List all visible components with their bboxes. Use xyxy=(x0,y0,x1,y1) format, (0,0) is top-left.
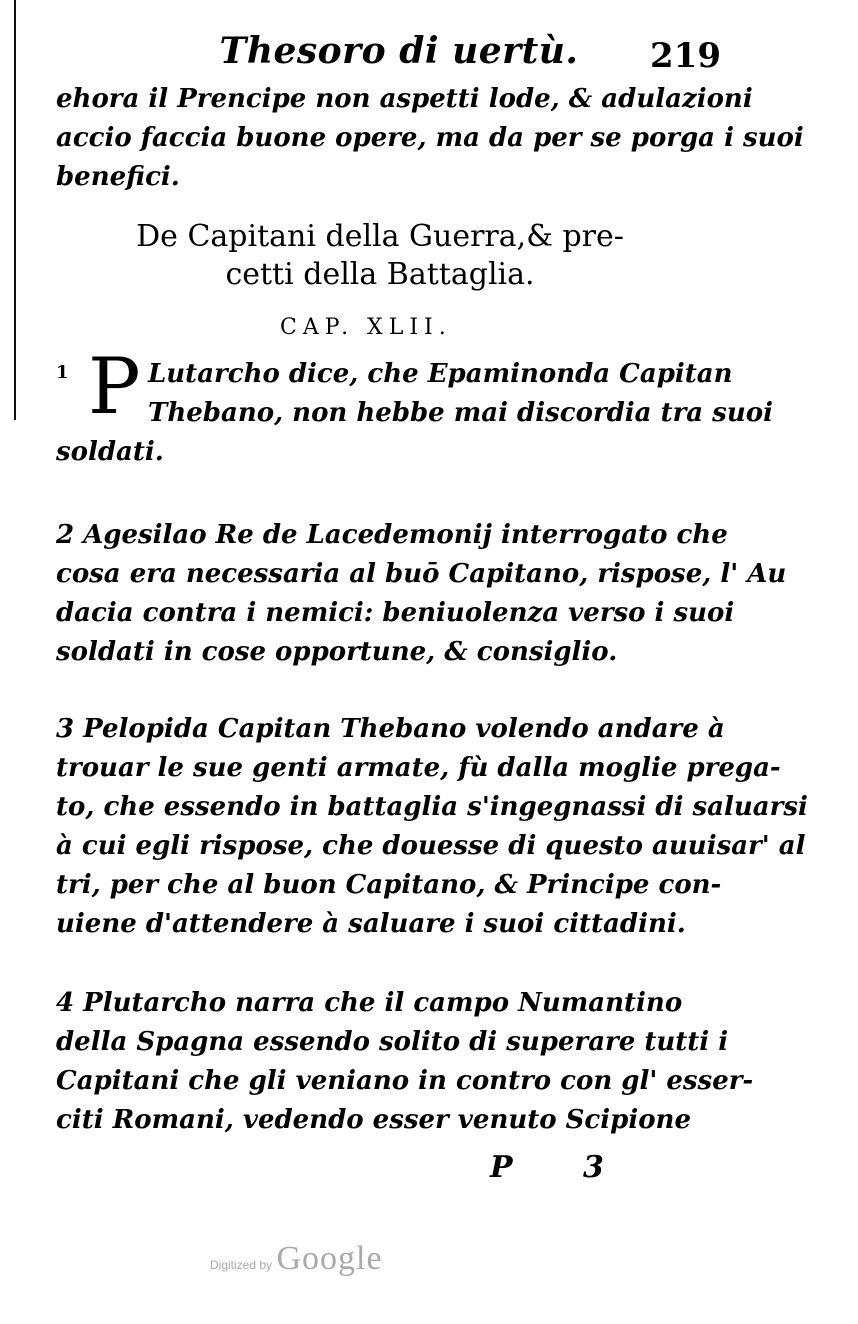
text-line: ehora il Prencipe non aspetti lode, & adulazioni xyxy=(56,84,753,114)
google-logo: Google xyxy=(276,1240,383,1277)
text-line: 4 Plutarcho narra che il campo Numantino xyxy=(56,988,683,1018)
text-line: Thebano, non hebbe mai discordia tra suoi xyxy=(148,398,773,428)
paragraph-1-continuation xyxy=(56,433,706,472)
signature-mark: P 3 xyxy=(490,1150,634,1185)
drop-cap: P xyxy=(88,342,141,432)
digitization-watermark xyxy=(210,1240,383,1278)
chapter-heading xyxy=(100,218,660,294)
text-line: to, che essendo in battaglia s'ingegnassi di saluarsi xyxy=(56,792,808,822)
heading-line: De Capitani della Guerra,& pre- xyxy=(136,219,624,254)
text-line: della Spagna essendo solito di superare tutti i xyxy=(56,1027,729,1057)
text-line: soldati. xyxy=(56,437,164,467)
heading-line: cetti della Battaglia. xyxy=(225,257,535,292)
text-line: Capitani che gli veniano in contro con gl' esser- xyxy=(56,1066,754,1096)
chapter-number: CAP. XLII. xyxy=(280,315,452,340)
text-line: cosa era necessaria al buō Capitano, rispose, l' Au xyxy=(56,559,787,589)
running-head: Thesoro di uertù. xyxy=(219,30,579,72)
text-line: Lutarcho dice, che Epaminonda Capitan xyxy=(148,359,733,389)
text-line: uiene d'attendere à saluare i suoi cittadini. xyxy=(56,909,686,939)
paragraph-2 xyxy=(56,516,787,672)
watermark-prefix: Digitized by xyxy=(210,1258,273,1272)
text-line: soldati in cose opportune, & consiglio. xyxy=(56,637,618,667)
text-line: dacia contra i nemici: beniuolenza verso i suoi xyxy=(56,598,735,628)
text-line: accio faccia buone opere, ma da per se porga i suoi xyxy=(56,123,804,153)
text-line: 3 Pelopida Capitan Thebano volendo andare à xyxy=(56,714,725,744)
paragraph-number: 1 xyxy=(56,362,69,383)
text-line: trouar le sue genti armate, fù dalla moglie prega- xyxy=(56,753,781,783)
text-line: citi Romani, vedendo esser venuto Scipione xyxy=(56,1105,691,1135)
page-number: 219 xyxy=(650,36,721,76)
paragraph-1-indented xyxy=(148,355,773,433)
text-line: 2 Agesilao Re de Lacedemonij interrogato che xyxy=(56,520,728,550)
page-edge-rule xyxy=(14,0,16,420)
text-line: à cui egli rispose, che douesse di questo auuisar' al xyxy=(56,831,806,861)
paragraph-3 xyxy=(56,710,808,944)
text-line: tri, per che al buon Capitano, & Principe con- xyxy=(56,870,722,900)
paragraph-4 xyxy=(56,984,754,1140)
intro-paragraph xyxy=(56,80,804,197)
text-line: benefici. xyxy=(56,162,180,192)
